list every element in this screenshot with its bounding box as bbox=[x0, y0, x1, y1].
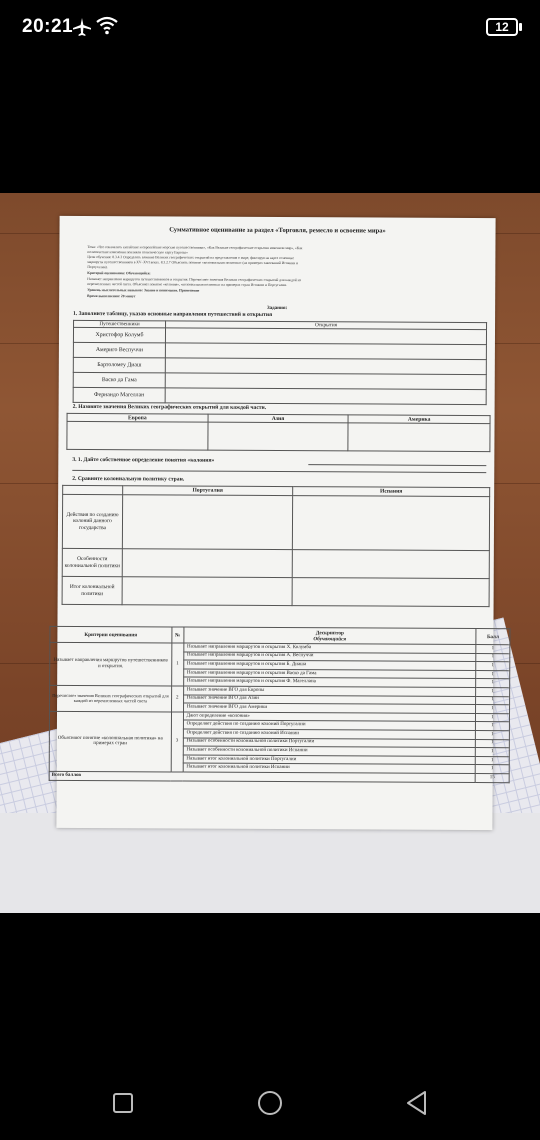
col-number: № bbox=[172, 627, 184, 643]
answer-cell[interactable] bbox=[348, 423, 490, 452]
descriptor-title: Дескриптор bbox=[315, 629, 344, 636]
answer-cell[interactable] bbox=[165, 343, 486, 360]
criterion-cell: Называет направления маршрутов путешественников и открытия. bbox=[50, 642, 172, 686]
intro-line: Португалии). bbox=[87, 265, 108, 270]
points-cell: 1 bbox=[476, 645, 510, 654]
answer-cell[interactable] bbox=[122, 549, 292, 578]
empty-header bbox=[63, 485, 123, 494]
row-label: Итог колониальной политики bbox=[62, 576, 122, 604]
points-cell: 1 bbox=[476, 696, 510, 705]
status-time: 20:21 bbox=[22, 16, 74, 37]
points-cell: 1 bbox=[476, 653, 510, 662]
points-cell: 1 bbox=[475, 748, 509, 757]
intro-line: Называет направления маршрутов путешественников и открытия. Перечисляет значения Великих географических открытий для каждой из bbox=[87, 277, 301, 283]
intro-line: маршруты путешественников в XV–XVI веках. 8.3.2.7 Объяснять понятие «колониальная политика» (на примерах завоеваний Испании и bbox=[87, 260, 299, 266]
criterion-cell: Перечисляет значения Великих географических открытий для каждой из перечисленных частей света bbox=[50, 685, 172, 711]
document-photo[interactable] bbox=[0, 193, 540, 913]
status-bar bbox=[0, 0, 540, 56]
task3-2-table bbox=[62, 485, 491, 607]
total-label: Всего баллов bbox=[49, 771, 475, 782]
points-cell: 1 bbox=[476, 679, 510, 688]
battery-icon bbox=[486, 18, 518, 36]
points-cell: 1 bbox=[476, 670, 510, 679]
points-cell: 1 bbox=[475, 739, 509, 748]
col-portugal: Португалия bbox=[123, 486, 293, 496]
row-label: Действия по созданию колоний данного государства bbox=[62, 494, 122, 548]
col-descriptor bbox=[184, 627, 476, 645]
criterion-cell: Объясняют понятие «колониальная политика» на примерах стран bbox=[49, 711, 171, 772]
points-cell: 1 bbox=[476, 662, 510, 671]
descriptor-item: Дают определение «колония» bbox=[183, 712, 475, 722]
traveler-name: Бартоломеу Диаш bbox=[73, 357, 165, 372]
col-america: Америка bbox=[348, 415, 490, 424]
points-cell: 1 bbox=[476, 713, 510, 722]
answer-cell[interactable] bbox=[208, 422, 349, 451]
answer-cell[interactable] bbox=[292, 496, 489, 551]
answer-cell[interactable] bbox=[122, 495, 292, 550]
points-cell: 1 bbox=[475, 730, 509, 739]
descriptor-item: Называет особенности колониальной политики Испании bbox=[183, 746, 475, 756]
descriptor-item: Называет направления маршрутов и открытия Б. Диаша bbox=[183, 660, 475, 670]
intro-line: Цели обучения: 8.3.4.3 Определять влияние Великих географических открытий на представления о мире, фиксируя на карте основные bbox=[87, 255, 294, 261]
battery-tip bbox=[519, 23, 522, 31]
task2-heading: 2. Назовите значения Великих географических открытий для каждой части. bbox=[72, 403, 267, 411]
intro-line: политические изменения повлияли политическую карту Европы» bbox=[87, 250, 188, 255]
answer-cell[interactable] bbox=[165, 373, 486, 390]
worksheet bbox=[51, 216, 499, 830]
col-asia: Азия bbox=[208, 414, 349, 423]
descriptor-item: Называет итог колониальной политики Испании bbox=[183, 763, 475, 773]
answer-cell[interactable] bbox=[165, 328, 486, 345]
answer-cell[interactable] bbox=[165, 358, 486, 375]
tasks-heading: Задания: bbox=[266, 305, 288, 312]
descriptor-item: Определяет действия по созданию колоний Португалии bbox=[183, 720, 475, 730]
descriptor-item: Называет направления маршрутов и открытия Ф. Магеллана bbox=[183, 677, 475, 687]
traveler-name: Христофор Колумб bbox=[73, 327, 165, 342]
points-cell: 1 bbox=[475, 765, 509, 774]
navigation-bar bbox=[0, 1060, 540, 1140]
task3-1-heading: 3. 1. Дайте собственное определение понятия «колония» bbox=[72, 456, 215, 464]
points-cell: 1 bbox=[475, 756, 509, 765]
answer-cell[interactable] bbox=[292, 578, 489, 607]
airplane-icon bbox=[72, 17, 92, 37]
task3-2-heading: 2. Сравните колониальную политику стран. bbox=[72, 475, 185, 483]
answer-cell[interactable] bbox=[122, 577, 292, 606]
descriptor-item: Называет значение ВГО для Америки bbox=[183, 703, 475, 713]
task2-table bbox=[66, 413, 490, 452]
points-cell: 1 bbox=[476, 688, 510, 697]
answer-line[interactable] bbox=[308, 464, 486, 466]
descriptor-item: Называет направления маршрутов и открытия А. Веспуччи bbox=[183, 652, 475, 662]
col-points: Балл bbox=[476, 629, 510, 645]
criterion-number: 3 bbox=[171, 712, 183, 772]
answer-cell[interactable] bbox=[165, 388, 486, 405]
intro-line: Время выполнения: 20 минут bbox=[87, 294, 136, 299]
battery-level: 12 bbox=[495, 20, 509, 34]
descriptor-item: Называет значение ВГО для Азии bbox=[183, 695, 475, 705]
intro-line: Тема: «Что означались китайские и европейские морские путешественники», «Как Великие географические открытия изменили мир», «Как bbox=[87, 245, 303, 251]
col-criteria: Критерии оценивания bbox=[50, 626, 172, 643]
task1-table bbox=[73, 320, 487, 405]
row-label: Особенности колониальной политики bbox=[62, 548, 122, 576]
square-icon[interactable] bbox=[106, 1086, 140, 1120]
descriptor-item: Определяет действия по созданию колоний Испании bbox=[183, 729, 475, 739]
answer-line[interactable] bbox=[72, 470, 486, 473]
traveler-name: Фернандо Магеллан bbox=[73, 387, 165, 402]
criterion-number: 1 bbox=[171, 643, 183, 686]
criterion-number: 2 bbox=[171, 686, 183, 712]
triangle-back-icon[interactable] bbox=[400, 1086, 434, 1120]
task1-heading: 1. Заполните таблицу, указав основные направления путешествий и открытия bbox=[73, 310, 273, 318]
answer-cell[interactable] bbox=[292, 550, 489, 579]
wifi-icon bbox=[96, 16, 118, 36]
circle-icon[interactable] bbox=[253, 1086, 287, 1120]
col-discoveries: Открытия bbox=[166, 321, 487, 330]
col-travelers: Путешественники bbox=[74, 320, 166, 327]
intro-line: Критерий оценивания: Обучающийся: bbox=[87, 271, 151, 276]
descriptor-item: Называет значение ВГО для Европы bbox=[183, 686, 475, 696]
intro-line: Уровень мыслительных навыков: Знание и понимание. Применение bbox=[87, 288, 200, 293]
answer-cell[interactable] bbox=[67, 421, 208, 450]
col-europe: Европа bbox=[67, 413, 208, 422]
descriptor-item: Называет направления маршрутов и открытия Х. Колумба bbox=[183, 643, 475, 653]
descriptor-item: Называет направления маршрутов и открытия Васко да Гама bbox=[183, 669, 475, 679]
points-cell: 1 bbox=[475, 722, 509, 731]
total-points: 15 bbox=[475, 773, 509, 782]
points-cell: 1 bbox=[476, 705, 510, 714]
rubric-table bbox=[49, 626, 511, 783]
intro-line: перечисленных частей света. Объясняет понятие «колония», «колониальная политика» на примерах стран Испании и Португалии. bbox=[87, 282, 288, 288]
document-title: Суммативное оценивание за раздел «Торговля, ремесло и освоение мира» bbox=[169, 226, 386, 235]
traveler-name: Васко да Гама bbox=[73, 372, 165, 387]
traveler-name: Америго Веспуччи bbox=[73, 342, 165, 357]
descriptor-item: Называет итог колониальной политики Португалии bbox=[183, 755, 475, 765]
descriptor-subtitle: Обучающийся bbox=[313, 635, 347, 642]
col-spain: Испания bbox=[293, 487, 490, 497]
descriptor-item: Называет особенности колониальной политики Португалии bbox=[183, 738, 475, 748]
